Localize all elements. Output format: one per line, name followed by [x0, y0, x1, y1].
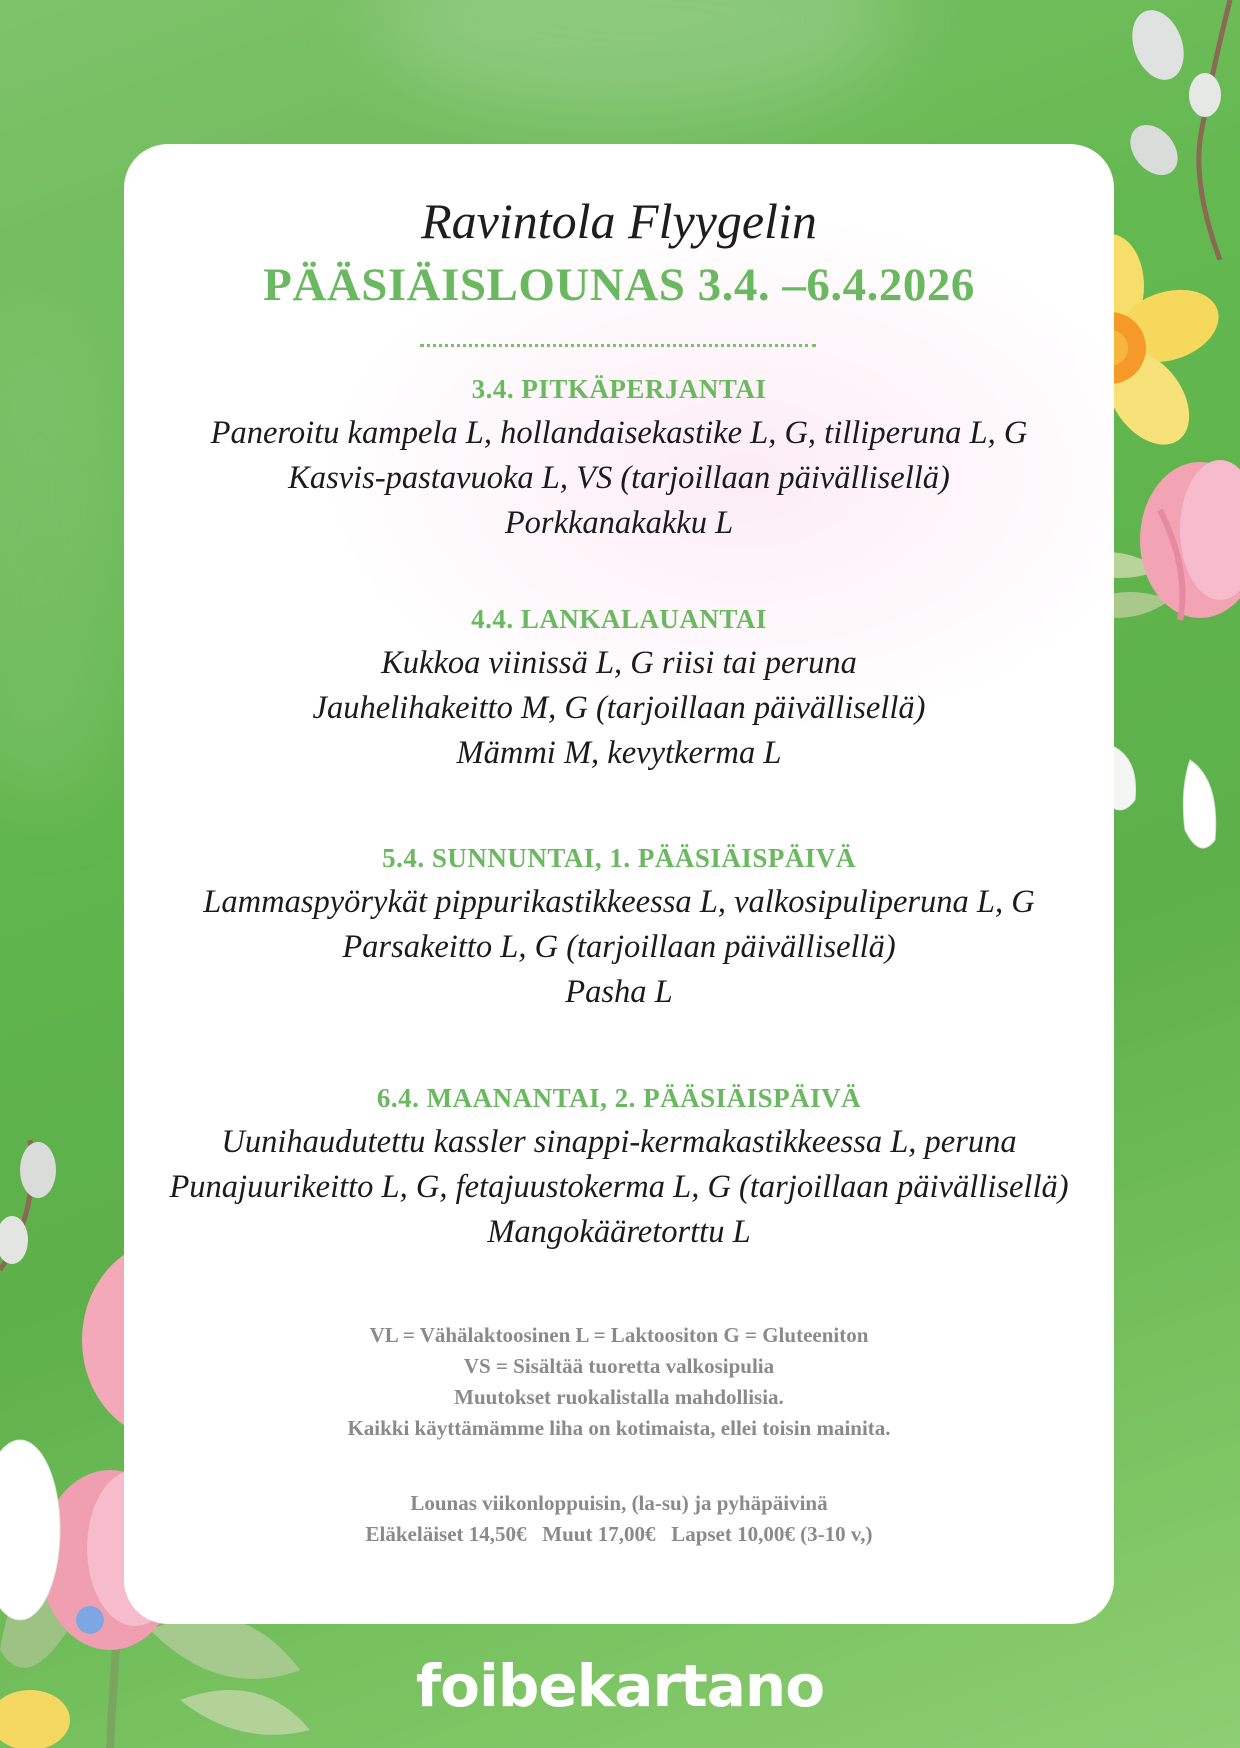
legend-line: VS = Sisältää tuoretta valkosipulia	[463, 1354, 775, 1378]
legend-line: Muutokset ruokalistalla mahdollisia.	[454, 1385, 784, 1409]
dish-line: Mangokääretorttu L	[487, 1214, 751, 1250]
pricing-line: Eläkeläiset 14,50€ Muut 17,00€ Lapset 10,00€ (3-10 v,)	[365, 1522, 873, 1546]
dotted-divider	[420, 344, 816, 347]
bg-glow-left	[0, 300, 140, 800]
pussy-willow-icon	[1110, 0, 1240, 260]
restaurant-name: Ravintola Flyygelin	[421, 193, 817, 249]
day-heading: 6.4. MAANANTAI, 2. PÄÄSIÄISPÄIVÄ	[376, 1083, 862, 1113]
dish-line: Kasvis-pastavuoka L, VS (tarjoillaan päivällisellä)	[288, 460, 950, 496]
dish-line: Parsakeitto L, G (tarjoillaan päivällisellä)	[342, 929, 896, 965]
dish-line: Kukkoa viinissä L, G riisi tai peruna	[381, 645, 857, 681]
day-heading: 5.4. SUNNUNTAI, 1. PÄÄSIÄISPÄIVÄ	[382, 843, 856, 873]
dish-line: Porkkanakakku L	[504, 505, 734, 541]
brand-logo: foibekartano	[415, 1652, 825, 1720]
pricing-info	[124, 1488, 1114, 1550]
bg-glow-top	[380, 0, 900, 120]
day-section	[124, 374, 1114, 546]
legend-line: VL = Vähälaktoosinen L = Laktoositon G = Gluteeniton	[369, 1323, 869, 1347]
dish-line: Jauhelihakeitto M, G (tarjoillaan päivällisellä)	[312, 690, 926, 726]
day-section	[124, 1083, 1114, 1255]
dish-line: Punajuurikeitto L, G, fetajuustokerma L, G (tarjoillaan päivällisellä)	[169, 1169, 1069, 1205]
page-title: PÄÄSIÄISLOUNAS 3.4. –6.4.2026	[263, 259, 975, 311]
dish-line: Lammaspyörykät pippurikastikkeessa L, valkosipuliperuna L, G	[203, 884, 1035, 920]
legend-line: Kaikki käyttämämme liha on kotimaista, ellei toisin mainita.	[347, 1416, 891, 1440]
dish-line: Paneroitu kampela L, hollandaisekastike L, G, tilliperuna L, G	[210, 415, 1028, 451]
menu-card	[124, 144, 1114, 1624]
dish-line: Uunihaudutettu kassler sinappi-kermakastikkeessa L, peruna	[221, 1124, 1017, 1160]
pricing-line: Lounas viikonloppuisin, (la-su) ja pyhäpäivinä	[410, 1491, 828, 1515]
day-heading: 4.4. LANKALAUANTAI	[471, 604, 767, 634]
allergen-legend	[124, 1320, 1114, 1444]
dish-line: Mämmi M, kevytkerma L	[456, 735, 782, 771]
day-section	[124, 604, 1114, 776]
day-section	[124, 843, 1114, 1015]
day-heading: 3.4. PITKÄPERJANTAI	[471, 374, 767, 404]
dish-line: Pasha L	[565, 974, 673, 1010]
